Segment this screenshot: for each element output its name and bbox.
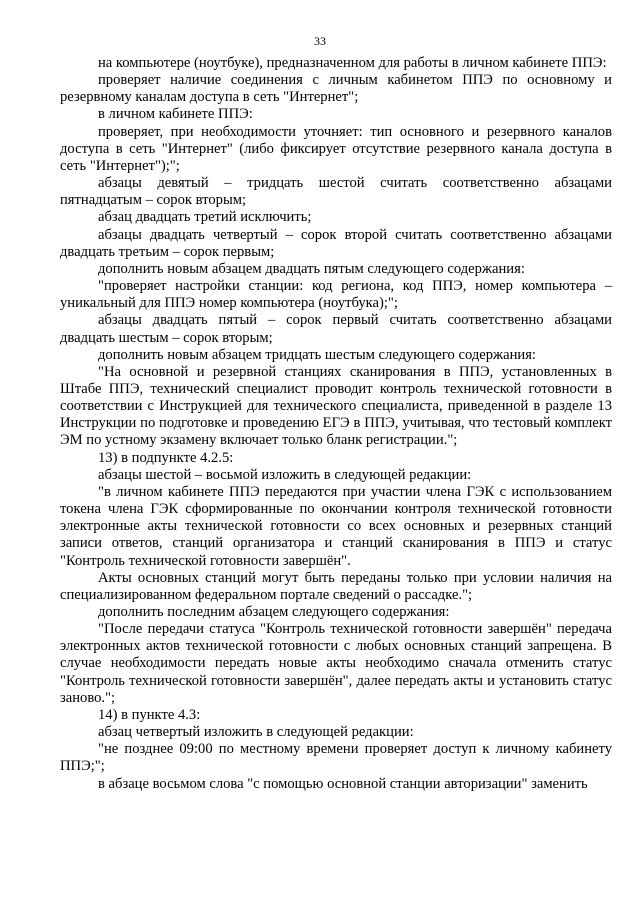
paragraph: абзацы двадцать четвертый – сорок второй считать соответственно абзацами двадцать третьим – сорок первым; bbox=[60, 226, 612, 260]
paragraph: абзацы девятый – тридцать шестой считать соответственно абзацами пятнадцатым – сорок вторым; bbox=[60, 175, 612, 209]
paragraph: в личном кабинете ППЭ: bbox=[98, 106, 253, 123]
paragraph: 13) в подпункте 4.2.5: bbox=[98, 449, 234, 466]
paragraph: абзац двадцать третий исключить; bbox=[98, 209, 312, 226]
paragraph: абзацы двадцать пятый – сорок первый считать соответственно абзацами двадцать шестым – сорок вторым; bbox=[60, 312, 612, 346]
paragraph: "На основной и резервной станциях сканирования в ППЭ, установленных в Штабе ППЭ, технический специалист проводит контроль технической готовности в соответствии с Инструкцией для технического специалиста, приведенной в разделе 13 Инструкции по подготовке и проведению ЕГЭ в ППЭ, учитывая, что тестовый комплект ЭМ по устному экзамену включает только бланк регистрации."; bbox=[60, 363, 612, 449]
paragraph: "проверяет настройки станции: код региона, код ППЭ, номер компьютера – уникальный для ППЭ номер компьютера (ноутбука);"; bbox=[60, 278, 612, 312]
page-number: 33 bbox=[314, 34, 326, 48]
paragraph: "После передачи статуса "Контроль технической готовности завершён" передача электронных актов технической готовности с любых основных станций запрещена. В случае необходимости передать новые акты необходимо сначала отменить статус "Контроль технической готовности завершён", далее передать акты и установить статус заново."; bbox=[60, 621, 612, 706]
paragraph: абзацы шестой – восьмой изложить в следующей редакции: bbox=[98, 466, 472, 483]
paragraph: абзац четвертый изложить в следующей редакции: bbox=[98, 724, 414, 741]
paragraph: проверяет наличие соединения с личным кабинетом ППЭ по основному и резервному каналам доступа в сеть "Интернет"; bbox=[60, 72, 612, 106]
paragraph: 14) в пункте 4.3: bbox=[98, 706, 201, 723]
document-body bbox=[60, 55, 612, 793]
paragraph: на компьютере (ноутбуке), предназначенном для работы в личном кабинете ППЭ: bbox=[98, 55, 607, 71]
paragraph: в абзаце восьмом слова "с помощью основной станции авторизации" заменить bbox=[98, 775, 588, 792]
paragraph: дополнить новым абзацем тридцать шестым следующего содержания: bbox=[98, 346, 536, 363]
paragraph: Акты основных станций могут быть переданы только при условии наличия на специализированном федеральном портале сведений о рассадке."; bbox=[60, 569, 612, 603]
paragraph: проверяет, при необходимости уточняет: тип основного и резервного каналов доступа в сеть "Интернет" (либо фиксирует отсутствие резервного канала доступа в сеть "Интернет");"; bbox=[60, 123, 612, 174]
paragraph: "в личном кабинете ППЭ передаются при участии члена ГЭК с использованием токена члена ГЭК сформированные по окончании контроля технической готовности электронные акты технической готовности со всех основных и резервных станций записи ответов, станций организатора и станций сканирования в ППЭ и статус "Контроль технической готовности завершён". bbox=[60, 483, 612, 569]
paragraph: "не позднее 09:00 по местному времени проверяет доступ к личному кабинету ППЭ;"; bbox=[60, 741, 612, 775]
paragraph: дополнить последним абзацем следующего содержания: bbox=[98, 604, 450, 620]
paragraph: дополнить новым абзацем двадцать пятым следующего содержания: bbox=[98, 260, 525, 277]
